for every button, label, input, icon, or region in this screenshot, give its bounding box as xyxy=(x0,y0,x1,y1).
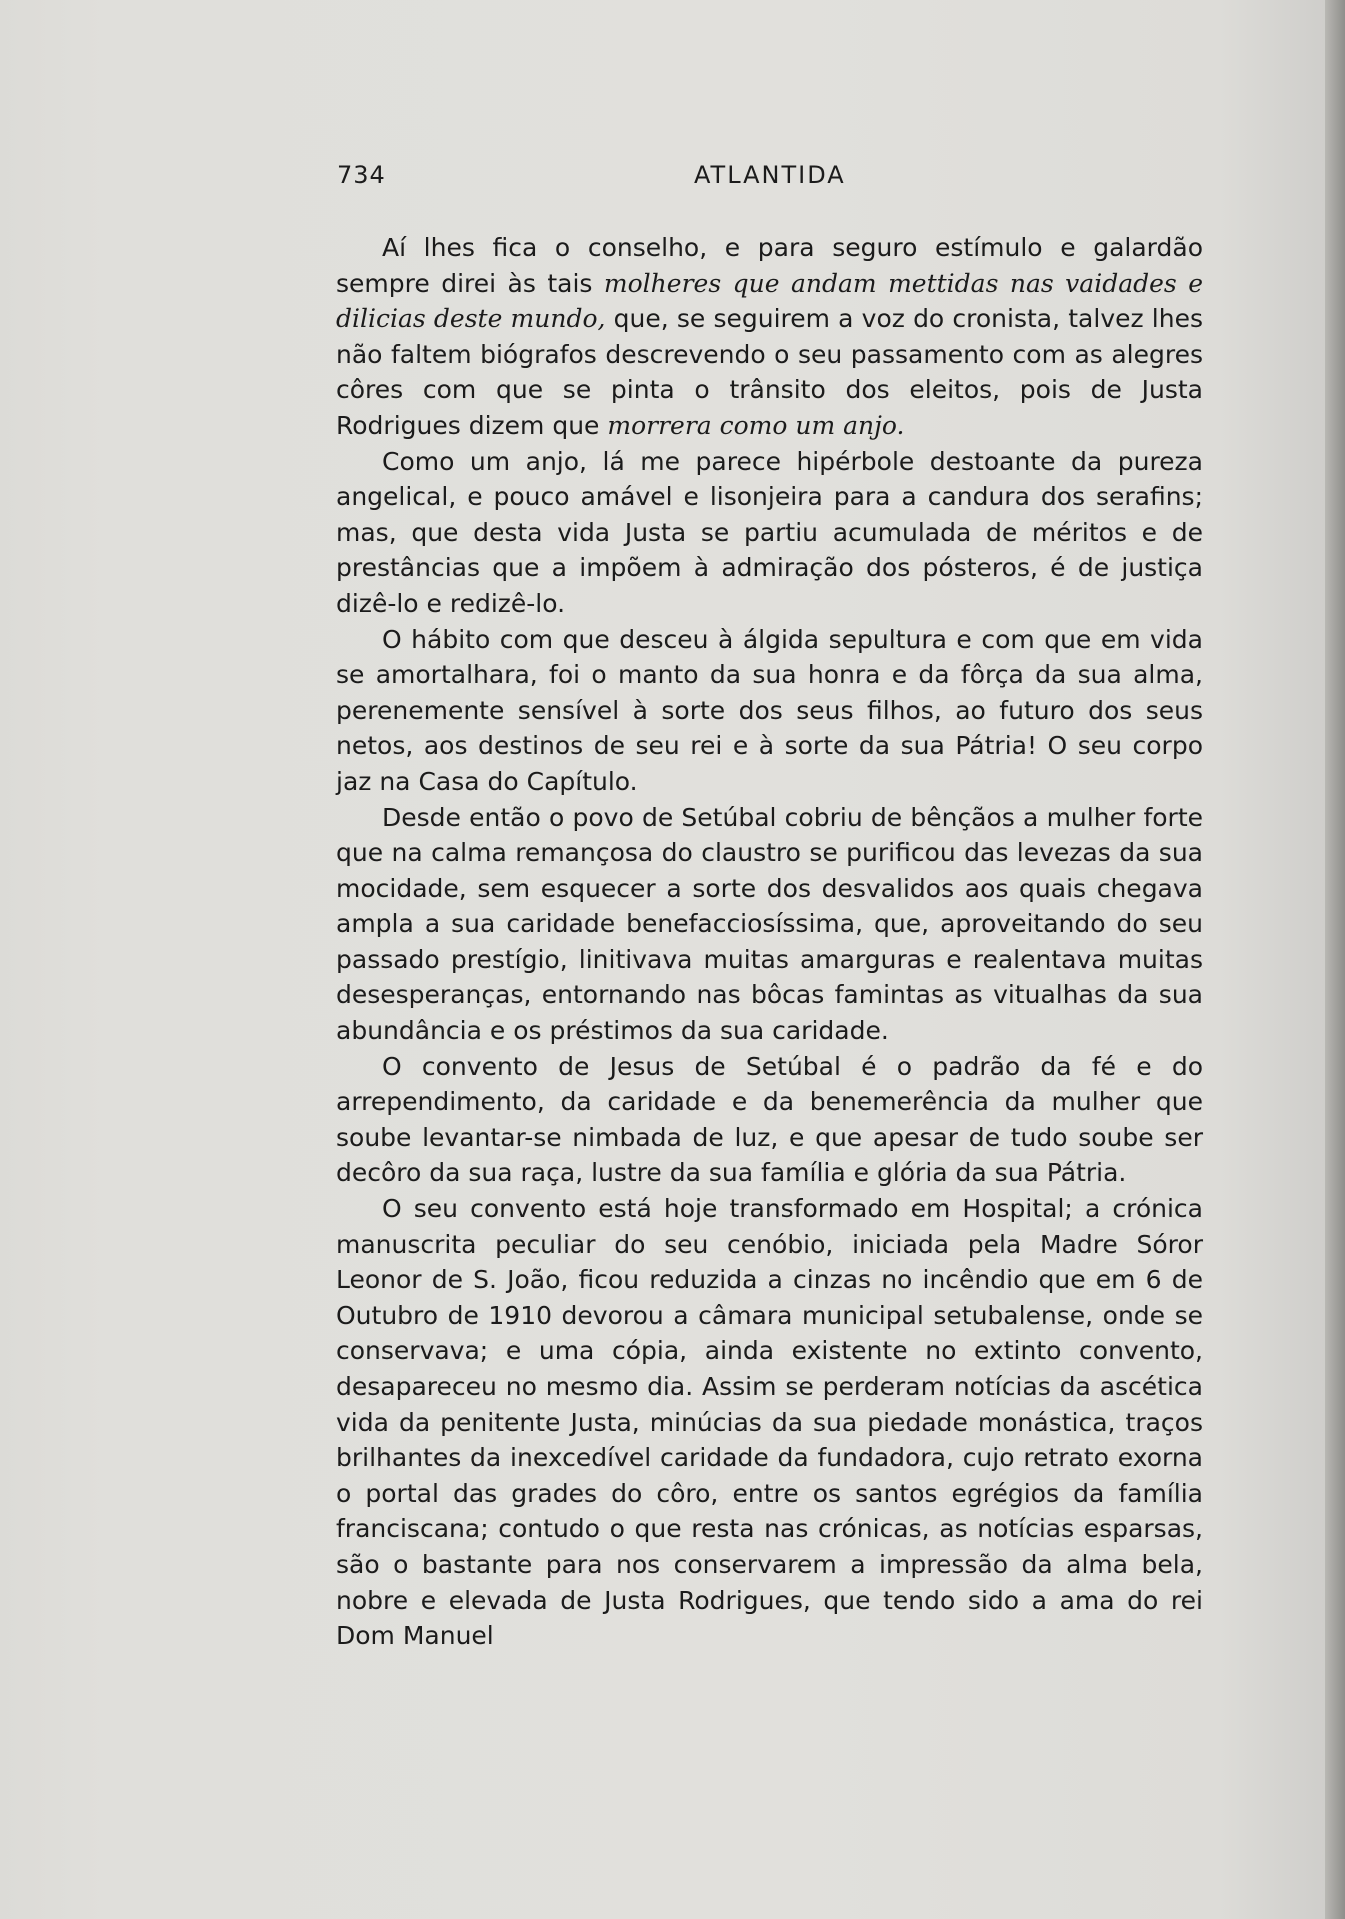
paragraph-2: Como um anjo, lá me parece hipérbole destoante da pureza angelical, e pouco amável e lisonjeira para a candura dos serafins; mas, que desta vida Justa se partiu acumulada de méritos e de prestâncias que a impõem à admiração dos pósteros, é de justiça dizê-lo e redizê-lo. xyxy=(336,446,1203,618)
page-edge-shadow xyxy=(1325,0,1345,1919)
paragraph-1-part-1: Aí lhes fica o conselho, e para seguro estímulo e galardão sempre direi às tais xyxy=(336,233,1203,298)
paragraph-1-italic-quote-1: molheres que andam mettidas nas vaidades e dilicias deste mundo, xyxy=(336,268,1203,334)
journal-title: ATLANTIDA xyxy=(694,161,846,189)
paragraph-1-part-2: que, se seguirem a voz do cronista, talvez lhes não faltem biógrafos descrevendo o seu passamento com as alegres côres com que se pinta o trânsito dos eleitos, pois de Justa Rodrigues dizem que xyxy=(336,304,1203,440)
paragraph-4: Desde então o povo de Setúbal cobriu de bênçãos a mulher forte que na calma remançosa do claustro se purificou das levezas da sua mocidade, sem esquecer a sorte dos desvalidos aos quais chegava ampla a sua caridade benefacciosíssima, que, aproveitando do seu passado prestígio, linitivava muitas amarguras e realentava muitas desesperanças, entornando nas bôcas famintas as vitualhas da sua abundância e os préstimos da sua caridade. xyxy=(336,802,1203,1046)
body-text xyxy=(336,230,1203,1654)
paragraph-6: O seu convento está hoje transformado em Hospital; a crónica manuscrita peculiar do seu cenóbio, iniciada pela Madre Sóror Leonor de S. João, ficou reduzida a cinzas no incêndio que em 6 de Outubro de 1910 devorou a câmara municipal setubalense, onde se conservava; e uma cópia, ainda existente no extinto convento, desapareceu no mesmo dia. Assim se perderam notícias da ascética vida da penitente Justa, minúcias da sua piedade monástica, traços brilhantes da inexcedível caridade da fundadora, cujo retrato exorna o portal das grades do côro, entre os santos egrégios da família franciscana; contudo o que resta nas crónicas, as notícias esparsas, são o bastante para nos conservarem a impressão da alma bela, nobre e elevada de Justa Rodrigues, que tendo sido a ama do rei Dom Manuel xyxy=(336,1194,1203,1651)
paragraph-3: O hábito com que desceu à álgida sepultura e com que em vida se amortalhara, foi o manto da sua honra e da fôrça da sua alma, perenemente sensível à sorte dos seus filhos, ao futuro dos seus netos, aos destinos de seu rei e à sorte da sua Pátria! O seu corpo jaz na Casa do Capítulo. xyxy=(336,624,1203,796)
paragraph-1 xyxy=(336,230,1203,444)
running-head xyxy=(337,161,1187,193)
page-number: 734 xyxy=(337,161,386,189)
paragraph-1-italic-quote-2: morrera como um anjo. xyxy=(607,410,905,440)
paragraph-5: O convento de Jesus de Setúbal é o padrão da fé e do arrependimento, da caridade e da benemerência da mulher que soube levantar-se nimbada de luz, e que apesar de tudo soube ser decôro da sua raça, lustre da sua família e glória da sua Pátria. xyxy=(336,1051,1203,1188)
